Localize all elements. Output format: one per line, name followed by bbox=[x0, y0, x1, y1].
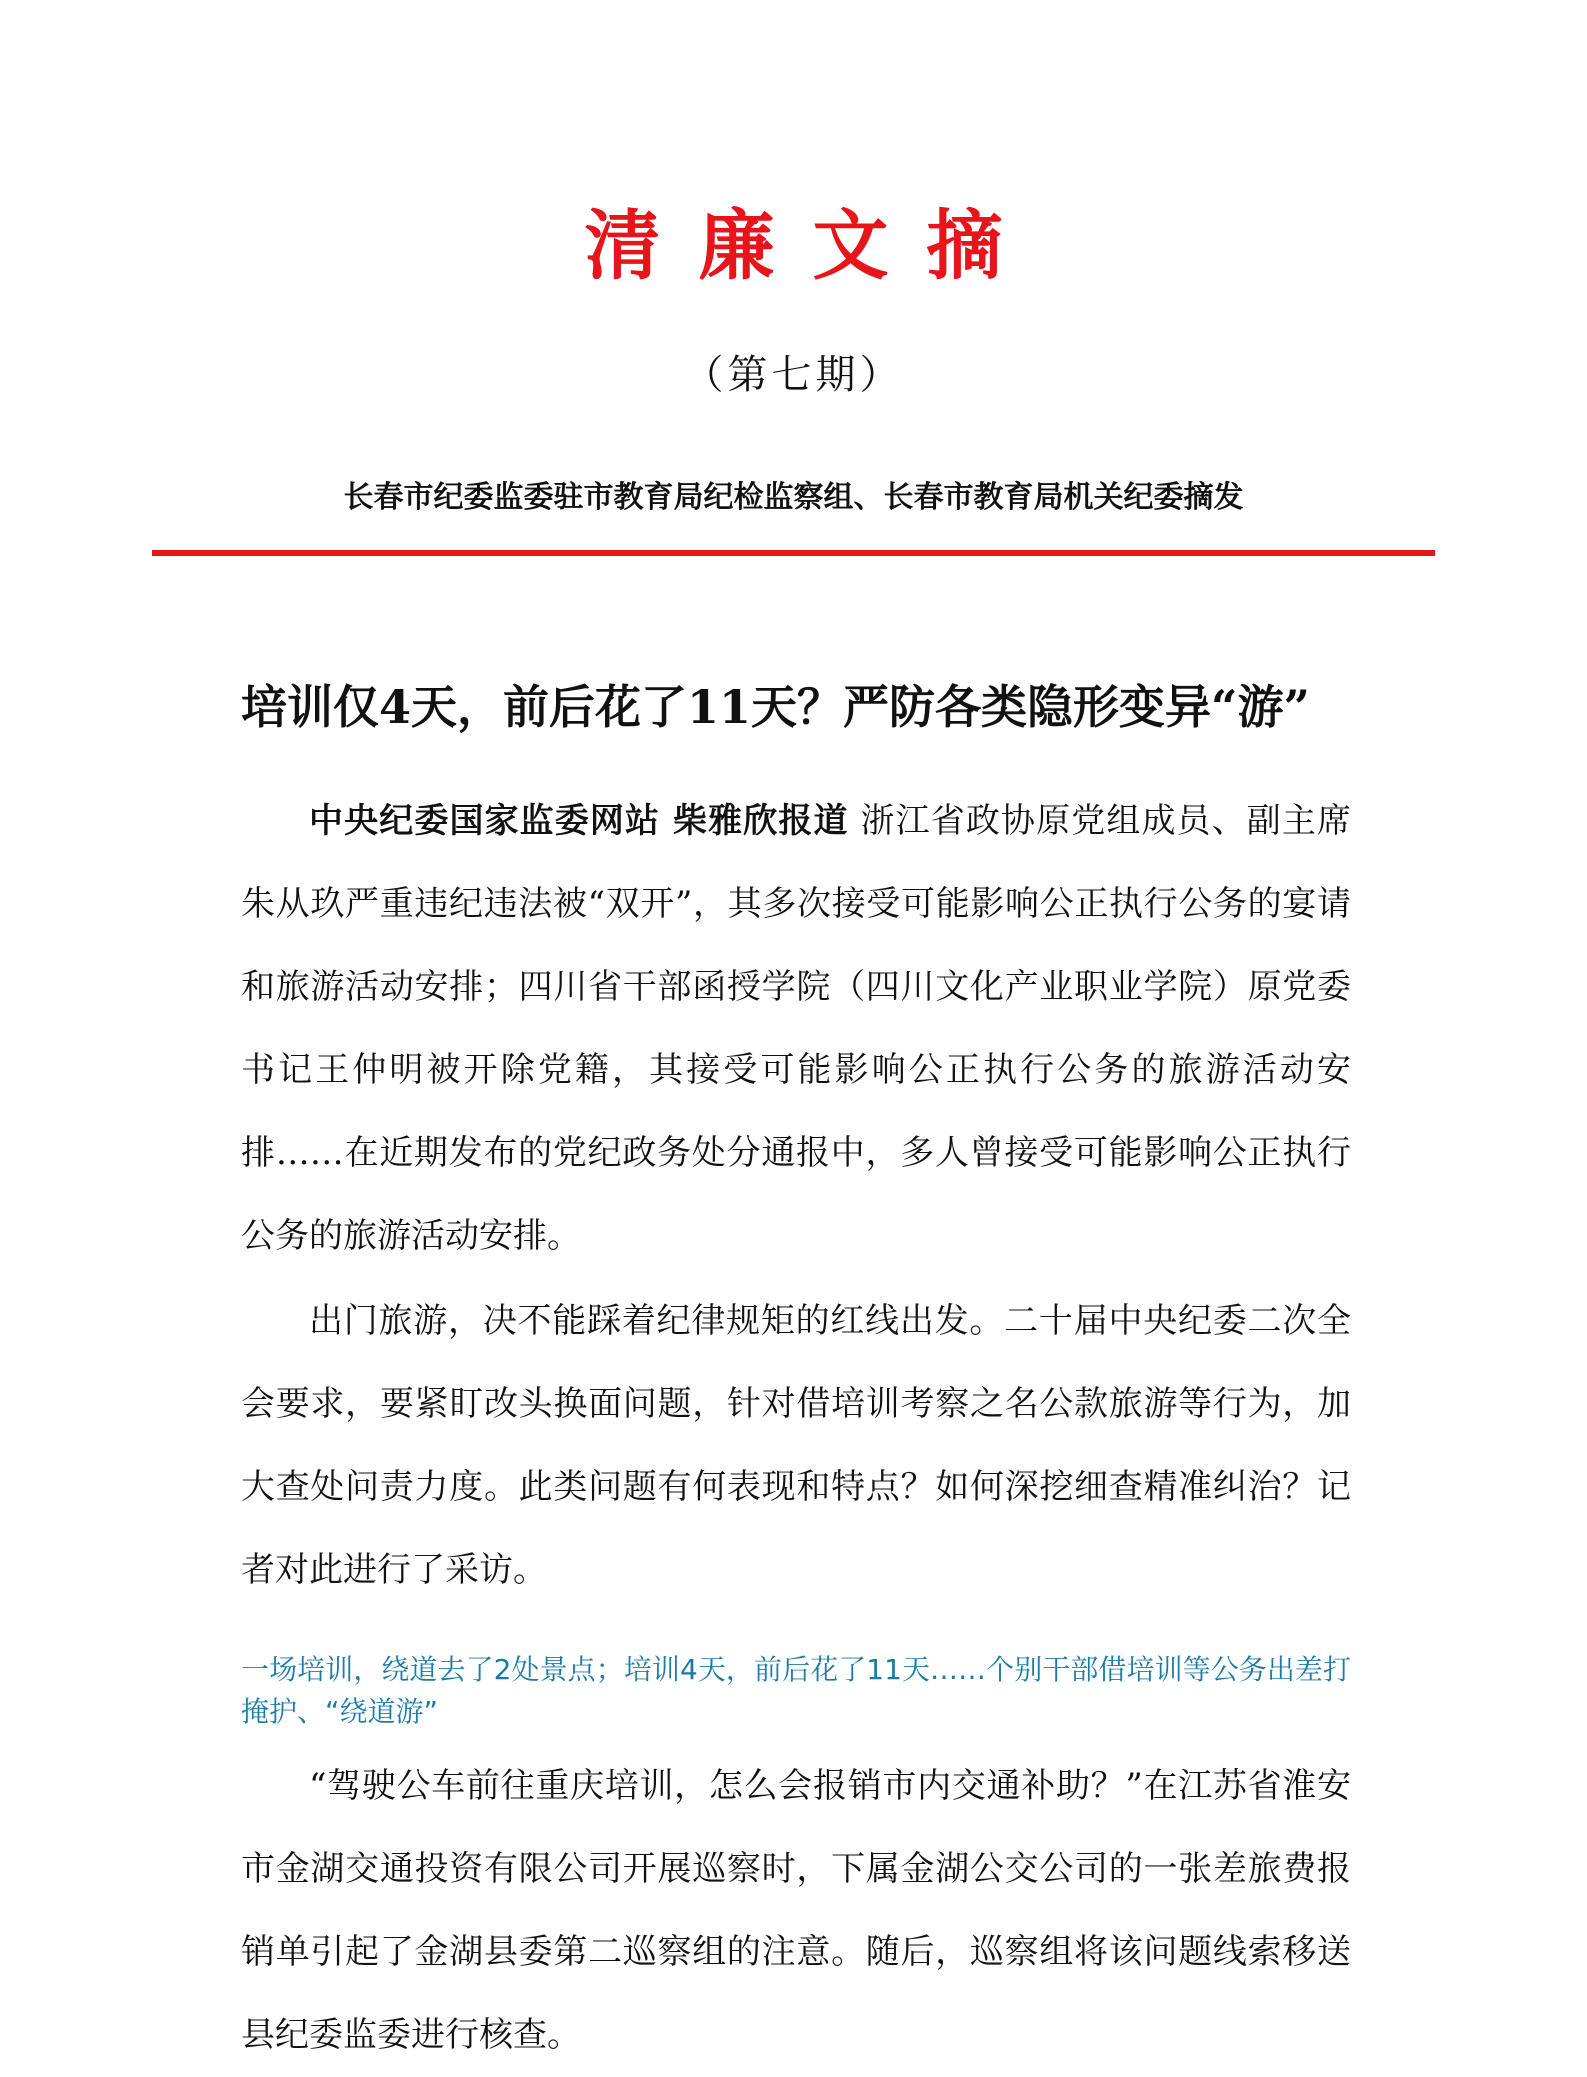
news-source: 中央纪委国家监委网站 柴雅欣报道 bbox=[309, 801, 849, 841]
paragraph-3: “驾驶公车前往重庆培训，怎么会报销市内交通补助？”在江苏省淮安市金湖交通投资有限公司开展巡察时，下属金湖公交公司的一张差旅费报销单引起了金湖县委第二巡察组的注意。随后，巡察组将该问题线索移送县纪委监委进行核查。 bbox=[241, 1766, 1351, 2055]
section-subheading: 一场培训，绕道去了2处景点；培训4天，前后花了11天……个别干部借培训等公务出差打掩护、“绕道游” bbox=[241, 1653, 1351, 1728]
issue-number: （第七期） bbox=[683, 352, 904, 398]
paragraph-1-text: 浙江省政协原党组成员、副主席朱从玖严重违纪违法被“双开”，其多次接受可能影响公正执行公务的宴请和旅游活动安排；四川省干部函授学院（四川文化产业职业学院）原党委书记王仲明被开除党籍，其接受可能影响公正执行公务的旅游活动安排……在近期发布的党纪政务处分通报中，多人曾接受可能影响公正执行公务的旅游活动安排。 bbox=[241, 801, 1351, 1256]
masthead-title: 清廉文摘 bbox=[584, 201, 1041, 290]
article-title: 培训仅4天，前后花了11天？严防各类隐形变异“游” bbox=[241, 680, 1310, 734]
paragraph-1 bbox=[241, 780, 1351, 1278]
spacer bbox=[849, 801, 861, 841]
header-divider bbox=[152, 550, 1435, 556]
paragraph-2: 出门旅游，决不能踩着纪律规矩的红线出发。二十届中央纪委二次全会要求，要紧盯改头换面问题，针对借培训考察之名公款旅游等行为，加大查处问责力度。此类问题有何表现和特点？如何深挖细查精准纠治？记者对此进行了采访。 bbox=[241, 1301, 1351, 1590]
publisher-line: 长春市纪委监委驻市教育局纪检监察组、长春市教育局机关纪委摘发 bbox=[343, 480, 1244, 515]
